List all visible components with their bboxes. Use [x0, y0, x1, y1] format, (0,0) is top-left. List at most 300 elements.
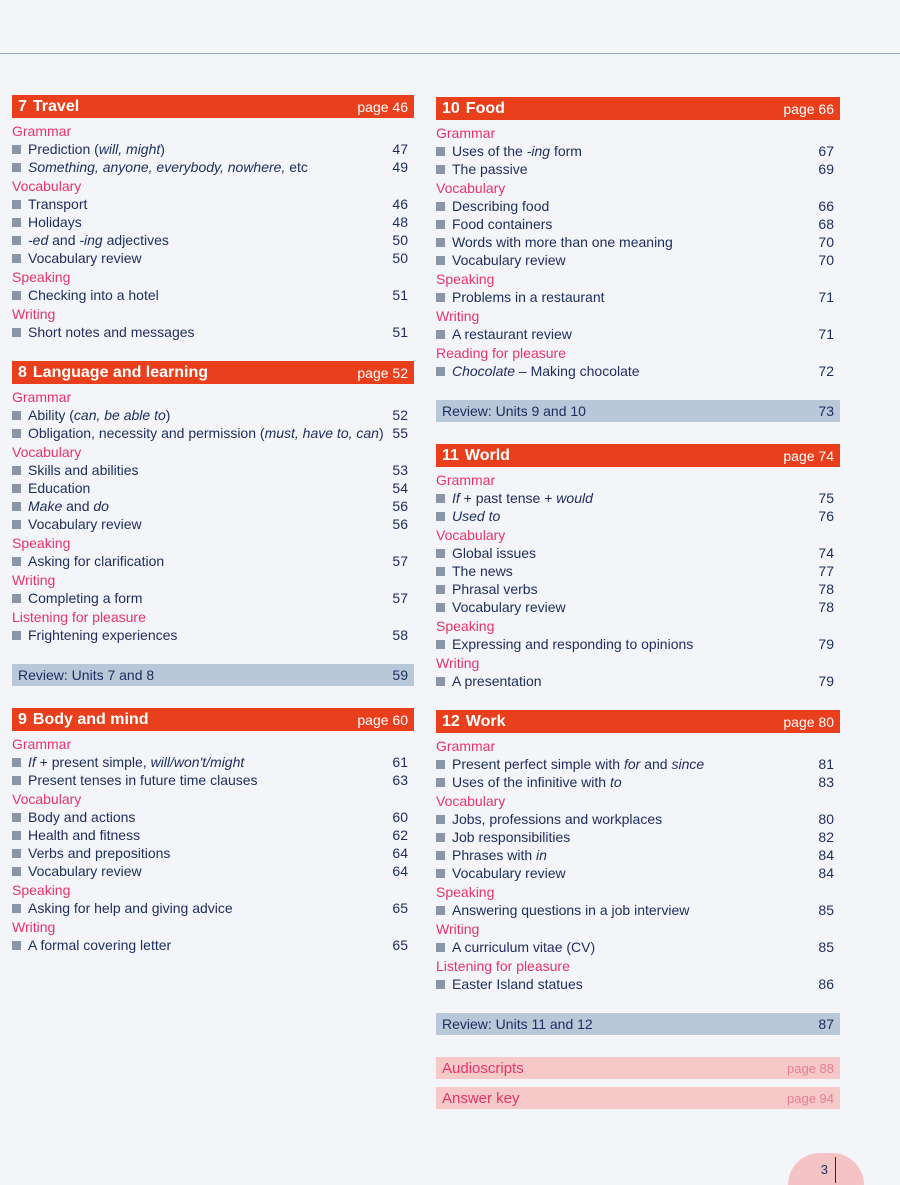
entry-text-part: Skills and abilities	[28, 462, 139, 478]
entry-text-part: adjectives	[102, 232, 169, 248]
entry-text-part: and	[48, 232, 80, 248]
entry-page: 53	[392, 462, 408, 478]
section-heading-vocabulary: Vocabulary	[436, 180, 506, 196]
toc-entry[interactable]	[12, 899, 414, 917]
unit-10	[436, 97, 840, 380]
bullet-square-icon	[436, 238, 445, 247]
entry-page: 71	[818, 326, 834, 342]
toc-entry[interactable]	[12, 844, 414, 862]
section-heading-speaking: Speaking	[436, 884, 495, 900]
section-heading-listening-for-pleasure: Listening for pleasure	[12, 609, 146, 625]
bullet-square-icon	[12, 849, 21, 858]
toc-entry[interactable]	[12, 862, 414, 880]
entry-text	[452, 828, 570, 846]
toc-entry[interactable]	[12, 626, 414, 644]
entry-text-part: Global issues	[452, 545, 537, 561]
entry-label	[12, 479, 90, 497]
entry-label	[12, 515, 142, 533]
toc-entry[interactable]	[436, 362, 840, 380]
bullet-square-icon	[436, 851, 445, 860]
bullet-square-icon	[12, 941, 21, 950]
entry-text	[452, 507, 500, 525]
entry-page: 70	[818, 252, 834, 268]
entry-text	[452, 635, 693, 653]
toc-entry[interactable]	[12, 753, 414, 771]
review-page: 87	[818, 1016, 834, 1032]
entry-label	[436, 846, 547, 864]
bullet-square-icon	[436, 760, 445, 769]
toc-entry[interactable]	[436, 755, 840, 773]
toc-entry[interactable]	[12, 515, 414, 533]
entry-text-part: Describing food	[452, 198, 550, 214]
entry-text-part: A formal covering letter	[28, 937, 172, 953]
entry-text-part: etc	[285, 159, 308, 175]
entry-page: 60	[392, 809, 408, 825]
entry-text	[452, 544, 536, 562]
entry-page: 55	[392, 425, 408, 441]
toc-entry[interactable]	[12, 771, 414, 789]
section-heading-speaking: Speaking	[12, 269, 71, 285]
toc-entry[interactable]	[12, 286, 414, 304]
extra-audioscripts[interactable]	[436, 1057, 840, 1079]
entry-page: 85	[818, 902, 834, 918]
entry-text-part: Checking into a hotel	[28, 287, 159, 303]
entry-page: 67	[818, 143, 834, 159]
entry-label	[436, 489, 593, 507]
unit-title	[442, 447, 510, 465]
unit-title	[442, 100, 505, 118]
bullet-square-icon	[436, 147, 445, 156]
entry-text	[452, 810, 662, 828]
review-bar[interactable]	[12, 664, 414, 686]
toc-entry[interactable]	[12, 424, 414, 442]
extra-answer-key[interactable]	[436, 1087, 840, 1109]
entry-text-italic: Make	[28, 498, 63, 514]
entry-text-part: A restaurant review	[452, 326, 572, 342]
entry-text-part: + past tense +	[459, 490, 557, 506]
bullet-square-icon	[12, 520, 21, 529]
toc-entry[interactable]	[436, 773, 840, 791]
toc-entry[interactable]	[436, 846, 840, 864]
entry-text	[452, 251, 566, 269]
unit-header	[12, 95, 414, 118]
entry-text-part: Present tenses in future time clauses	[28, 772, 258, 788]
bullet-square-icon	[436, 512, 445, 521]
entry-text	[28, 826, 140, 844]
entry-page: 50	[392, 232, 408, 248]
entry-label	[12, 844, 170, 862]
section-heading-grammar: Grammar	[436, 125, 496, 141]
review-bar[interactable]	[436, 1013, 840, 1035]
toc-entry[interactable]	[436, 828, 840, 846]
entry-text-italic: -ed	[28, 232, 49, 248]
unit-number: 9	[18, 710, 27, 728]
entry-text-part: Expressing and responding to opinions	[452, 636, 694, 652]
entry-text	[452, 215, 552, 233]
entry-text	[452, 672, 542, 690]
entry-label	[436, 160, 527, 178]
bullet-square-icon	[12, 776, 21, 785]
unit-page-ref: page 80	[783, 713, 834, 730]
unit-page-ref: page 60	[357, 711, 408, 728]
entry-text	[28, 286, 159, 304]
bullet-square-icon	[12, 904, 21, 913]
toc-entry[interactable]	[12, 140, 414, 158]
entry-page: 48	[392, 214, 408, 230]
toc-entry[interactable]	[12, 195, 414, 213]
entry-label	[12, 231, 169, 249]
entry-text	[452, 489, 593, 507]
entry-page: 82	[818, 829, 834, 845]
toc-entry[interactable]	[436, 635, 840, 653]
section-heading-grammar: Grammar	[436, 472, 496, 488]
entry-label	[12, 753, 244, 771]
entry-label	[12, 213, 82, 231]
bullet-square-icon	[12, 411, 21, 420]
toc-entry[interactable]	[436, 598, 840, 616]
section-heading-speaking: Speaking	[12, 882, 71, 898]
entry-page: 75	[818, 490, 834, 506]
entry-text-part: Frightening experiences	[28, 627, 178, 643]
entry-text	[28, 249, 142, 267]
entry-text	[28, 424, 384, 442]
entry-text	[28, 808, 135, 826]
entry-text	[452, 562, 513, 580]
entry-label	[436, 288, 605, 306]
unit-name: World	[464, 446, 510, 464]
entry-page: 52	[392, 407, 408, 423]
unit-9	[12, 708, 414, 954]
unit-8	[12, 361, 414, 644]
toc-entry[interactable]	[436, 901, 840, 919]
entry-page: 58	[392, 627, 408, 643]
bullet-square-icon	[12, 557, 21, 566]
bullet-square-icon	[436, 603, 445, 612]
entry-label	[12, 899, 233, 917]
toc-entry[interactable]	[12, 461, 414, 479]
entry-text-italic: -ing	[526, 143, 551, 159]
entry-label	[436, 864, 566, 882]
bullet-square-icon	[12, 502, 21, 511]
review-page: 73	[818, 403, 834, 419]
toc-entry[interactable]	[436, 251, 840, 269]
entry-text-italic: would	[556, 490, 593, 506]
entry-text	[28, 231, 169, 249]
entry-label	[12, 461, 139, 479]
review-label: Review: Units 11 and 12	[442, 1016, 593, 1032]
bullet-square-icon	[436, 640, 445, 649]
bullet-square-icon	[12, 484, 21, 493]
toc-entry[interactable]	[436, 233, 840, 251]
section-heading-writing: Writing	[12, 572, 56, 588]
entry-label	[12, 862, 142, 880]
entry-page: 57	[392, 590, 408, 606]
toc-entry[interactable]	[436, 197, 840, 215]
entry-page: 56	[392, 516, 408, 532]
entry-text	[28, 844, 170, 862]
bullet-square-icon	[436, 906, 445, 915]
bullet-square-icon	[12, 145, 21, 154]
entry-text	[452, 901, 689, 919]
toc-entry[interactable]	[436, 810, 840, 828]
unit-title	[18, 711, 148, 729]
toc-entry[interactable]	[436, 975, 840, 993]
toc-entry[interactable]	[12, 808, 414, 826]
entry-page: 63	[392, 772, 408, 788]
entry-text-part: Transport	[28, 196, 88, 212]
entry-text	[452, 580, 538, 598]
entry-text-part: Body and actions	[28, 809, 136, 825]
entry-page: 62	[392, 827, 408, 843]
entry-page: 80	[818, 811, 834, 827]
top-rule	[0, 53, 900, 54]
entry-text-part: Words with more than one meaning	[452, 234, 673, 250]
entry-text	[452, 755, 704, 773]
toc-entry[interactable]	[12, 479, 414, 497]
entry-page: 51	[392, 324, 408, 340]
bullet-square-icon	[436, 165, 445, 174]
entry-page: 77	[818, 563, 834, 579]
entry-page: 86	[818, 976, 834, 992]
toc-entry[interactable]	[12, 936, 414, 954]
entry-label	[436, 901, 689, 919]
entry-label	[12, 286, 159, 304]
entry-text-part: and	[62, 498, 94, 514]
entry-label	[12, 497, 109, 515]
entry-text-italic: for	[623, 756, 641, 772]
bullet-square-icon	[12, 429, 21, 438]
section-heading-grammar: Grammar	[12, 389, 72, 405]
bullet-square-icon	[436, 567, 445, 576]
entry-text-part: Uses of the infinitive with	[452, 774, 610, 790]
bullet-square-icon	[436, 330, 445, 339]
unit-title	[18, 98, 79, 116]
entry-label	[436, 507, 500, 525]
unit-name: Food	[465, 99, 505, 117]
entry-page: 65	[392, 900, 408, 916]
page-number-divider	[835, 1157, 836, 1183]
entry-page: 57	[392, 553, 408, 569]
entry-text-part: Prediction (	[28, 141, 99, 157]
toc-entry[interactable]	[436, 288, 840, 306]
entry-page: 69	[818, 161, 834, 177]
entry-page: 78	[818, 599, 834, 615]
toc-entry[interactable]	[436, 325, 840, 343]
entry-text	[28, 626, 177, 644]
entry-text	[452, 362, 640, 380]
entry-text	[28, 552, 164, 570]
entry-text-part: + present simple,	[35, 754, 151, 770]
entry-page: 71	[818, 289, 834, 305]
toc-entry[interactable]	[436, 580, 840, 598]
unit-number: 7	[18, 97, 27, 115]
toc-entry[interactable]	[12, 497, 414, 515]
bullet-square-icon	[12, 218, 21, 227]
entry-text-italic: to	[609, 774, 622, 790]
toc-entry[interactable]	[436, 215, 840, 233]
entry-text-part: – Making chocolate	[515, 363, 640, 379]
bullet-square-icon	[12, 758, 21, 767]
entry-page: 76	[818, 508, 834, 524]
entry-label	[12, 424, 384, 442]
section-heading-vocabulary: Vocabulary	[12, 178, 82, 194]
toc-entry[interactable]	[12, 826, 414, 844]
entry-page: 65	[392, 937, 408, 953]
entry-text	[28, 862, 142, 880]
entry-page: 81	[818, 756, 834, 772]
entry-text-part: Vocabulary review	[452, 599, 566, 615]
entry-page: 78	[818, 581, 834, 597]
section-heading-speaking: Speaking	[436, 618, 495, 634]
entry-text-part: Vocabulary review	[28, 250, 142, 266]
unit-name: Travel	[32, 97, 80, 115]
entry-text-part: form	[550, 143, 582, 159]
toc-entry[interactable]	[12, 249, 414, 267]
toc-entry[interactable]	[436, 507, 840, 525]
toc-entry[interactable]	[436, 864, 840, 882]
entry-text	[28, 479, 90, 497]
entry-text	[452, 773, 622, 791]
entry-text-part: Food containers	[452, 216, 553, 232]
extra-label: Answer key	[442, 1089, 520, 1107]
bullet-square-icon	[12, 291, 21, 300]
bullet-square-icon	[436, 980, 445, 989]
toc-entry[interactable]	[436, 672, 840, 690]
entry-text	[28, 461, 139, 479]
bullet-square-icon	[436, 677, 445, 686]
toc-entry[interactable]	[436, 938, 840, 956]
unit-name: Language and learning	[32, 363, 209, 381]
unit-page-ref: page 46	[357, 98, 408, 115]
entry-text	[452, 975, 583, 993]
review-label: Review: Units 9 and 10	[442, 403, 586, 419]
unit-name: Work	[465, 712, 506, 730]
toc-entry[interactable]	[12, 589, 414, 607]
entry-page: 85	[818, 939, 834, 955]
entry-text-italic: If	[452, 490, 460, 506]
review-label: Review: Units 7 and 8	[18, 667, 155, 683]
entry-text-part: Short notes and messages	[28, 324, 195, 340]
entry-label	[436, 233, 673, 251]
bullet-square-icon	[436, 494, 445, 503]
entry-text-part: The passive	[452, 161, 528, 177]
entry-page: 47	[392, 141, 408, 157]
review-bar[interactable]	[436, 400, 840, 422]
entry-text-part: Phrases with	[452, 847, 537, 863]
section-heading-vocabulary: Vocabulary	[12, 444, 82, 460]
bullet-square-icon	[436, 220, 445, 229]
bullet-square-icon	[12, 163, 21, 172]
entry-label	[436, 810, 662, 828]
entry-text	[452, 864, 566, 882]
unit-number: 10	[442, 99, 460, 117]
entry-text	[28, 213, 82, 231]
entry-label	[12, 158, 308, 176]
section-heading-grammar: Grammar	[12, 123, 72, 139]
extra-page: page 88	[787, 1060, 834, 1076]
entry-page: 64	[392, 845, 408, 861]
unit-name: Body and mind	[32, 710, 149, 728]
entry-text	[452, 846, 547, 864]
toc-entry[interactable]	[436, 142, 840, 160]
entry-text-italic: Used to	[452, 508, 501, 524]
entry-text	[452, 598, 566, 616]
entry-text-italic: will, might	[98, 141, 161, 157]
entry-page: 56	[392, 498, 408, 514]
unit-page-ref: page 74	[783, 447, 834, 464]
toc-entry[interactable]	[436, 544, 840, 562]
entry-text	[28, 753, 244, 771]
bullet-square-icon	[436, 815, 445, 824]
entry-page: 49	[392, 159, 408, 175]
entry-text-part: Present perfect simple with	[452, 756, 624, 772]
entry-label	[436, 672, 542, 690]
entry-label	[436, 325, 572, 343]
unit-page-ref: page 66	[783, 100, 834, 117]
section-heading-vocabulary: Vocabulary	[436, 527, 506, 543]
toc-entry[interactable]	[12, 552, 414, 570]
unit-page-ref: page 52	[357, 364, 408, 381]
entry-label	[12, 195, 87, 213]
toc-entry[interactable]	[12, 323, 414, 341]
entry-text-part: Completing a form	[28, 590, 143, 606]
toc-entry[interactable]	[436, 489, 840, 507]
entry-text	[452, 325, 572, 343]
right-column	[436, 97, 840, 1109]
toc-entry[interactable]	[12, 158, 414, 176]
section-heading-writing: Writing	[12, 919, 56, 935]
toc-entry[interactable]	[12, 231, 414, 249]
entry-page: 70	[818, 234, 834, 250]
entry-text-part: Uses of the	[452, 143, 527, 159]
entry-text-italic: must, have to, can	[264, 425, 379, 441]
section-heading-vocabulary: Vocabulary	[436, 793, 506, 809]
entry-label	[436, 755, 704, 773]
entry-label	[436, 938, 595, 956]
toc-entry[interactable]	[436, 160, 840, 178]
entry-text-part: )	[378, 425, 384, 441]
entry-text-part: Answering questions in a job interview	[452, 902, 690, 918]
bullet-square-icon	[12, 236, 21, 245]
entry-text	[28, 140, 165, 158]
unit-header	[12, 708, 414, 731]
unit-header	[436, 97, 840, 120]
toc-entry[interactable]	[436, 562, 840, 580]
toc-entry[interactable]	[12, 406, 414, 424]
bullet-square-icon	[12, 631, 21, 640]
unit-12	[436, 710, 840, 993]
entry-label	[12, 826, 140, 844]
bullet-square-icon	[12, 867, 21, 876]
entry-page: 74	[818, 545, 834, 561]
unit-number: 12	[442, 712, 460, 730]
unit-header	[12, 361, 414, 384]
unit-title	[18, 364, 208, 382]
entry-text	[28, 899, 233, 917]
entry-text	[28, 515, 142, 533]
entry-text	[28, 771, 258, 789]
bullet-square-icon	[436, 585, 445, 594]
section-heading-speaking: Speaking	[12, 535, 71, 551]
entry-page: 68	[818, 216, 834, 232]
section-heading-writing: Writing	[436, 655, 480, 671]
entry-label	[436, 197, 549, 215]
entry-label	[436, 975, 583, 993]
entry-text-italic: do	[93, 498, 109, 514]
section-heading-grammar: Grammar	[12, 736, 72, 752]
toc-entry[interactable]	[12, 213, 414, 231]
entry-text-part: Verbs and prepositions	[28, 845, 171, 861]
